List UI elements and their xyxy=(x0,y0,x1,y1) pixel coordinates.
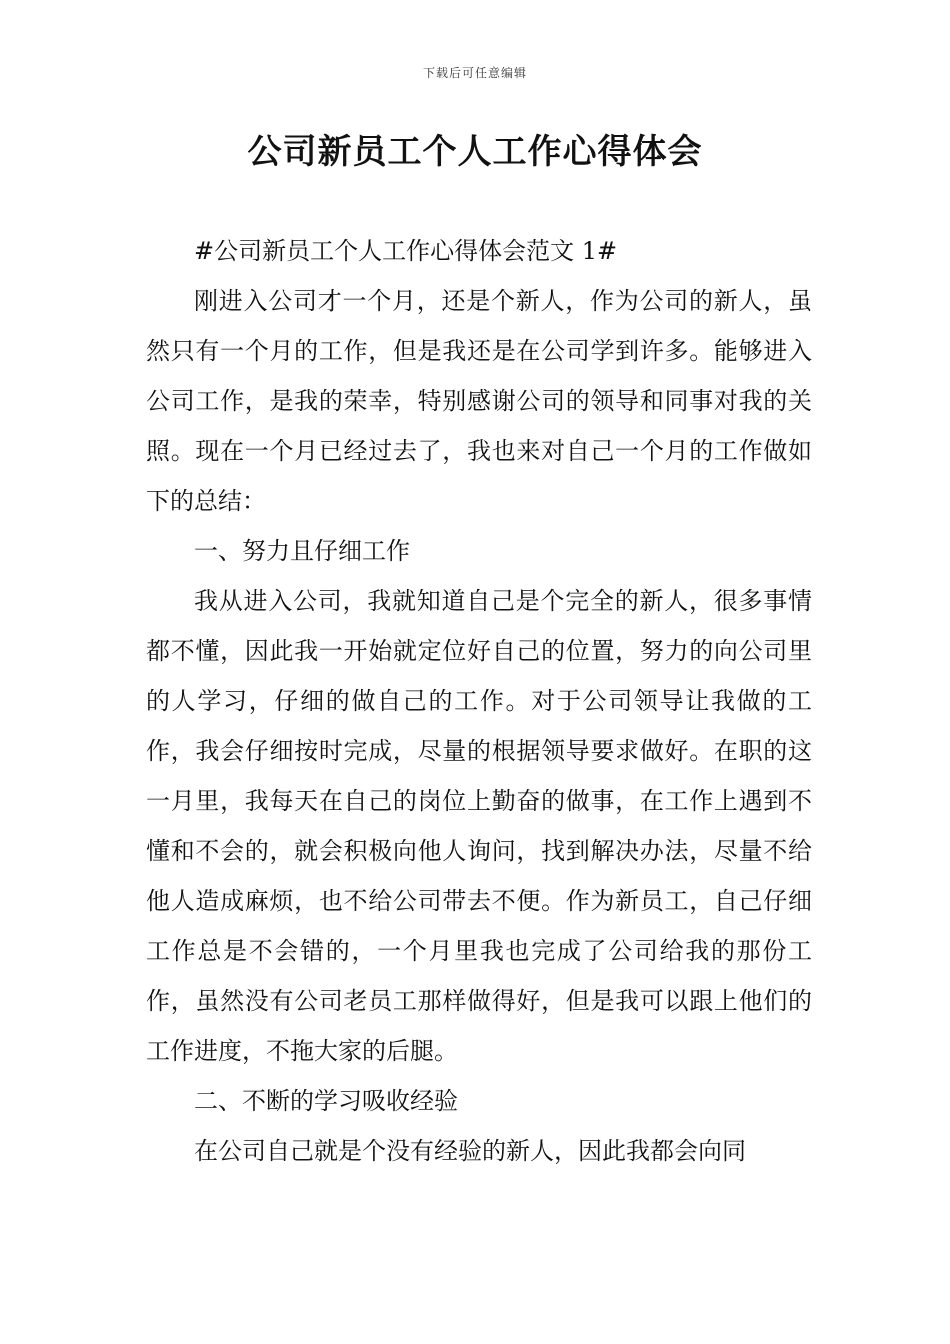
section-subtitle: #公司新员工个人工作心得体会范文 1# xyxy=(194,237,618,265)
document-body xyxy=(146,226,812,1176)
paragraph-section-2: 在公司自己就是个没有经验的新人，因此我都会向同 xyxy=(194,1137,746,1165)
paragraph-section-1: 我从进入公司，我就知道自己是个完全的新人，很多事情都不懂，因此我一开始就定位好自己的位置，努力的向公司里的人学习，仔细的做自己的工作。对于公司领导让我做的工作，我会仔细按时完成，尽量的根据领导要求做好。在职的这一月里，我每天在自己的岗位上勤奋的做事，在工作上遇到不懂和不会的，就会积极向他人询问，找到解决办法，尽量不给他人造成麻烦，也不给公司带去不便。作为新员工，自己仔细工作总是不会错的，一个月里我也完成了公司给我的那份工作，虽然没有公司老员工那样做得好，但是我可以跟上他们的工作进度，不拖大家的后腿。 xyxy=(146,587,812,1065)
page-header-note: 下载后可任意编辑 xyxy=(422,66,527,80)
section-heading-1: 一、努力且仔细工作 xyxy=(194,537,410,565)
paragraph-intro: 刚进入公司才一个月，还是个新人，作为公司的新人，虽然只有一个月的工作，但是我还是在公司学到许多。能够进入公司工作，是我的荣幸，特别感谢公司的领导和同事对我的关照。现在一个月已经过去了，我也来对自己一个月的工作做如下的总结： xyxy=(146,287,812,515)
document-title: 公司新员工个人工作心得体会 xyxy=(247,132,703,172)
section-heading-2: 二、不断的学习吸收经验 xyxy=(194,1087,458,1115)
